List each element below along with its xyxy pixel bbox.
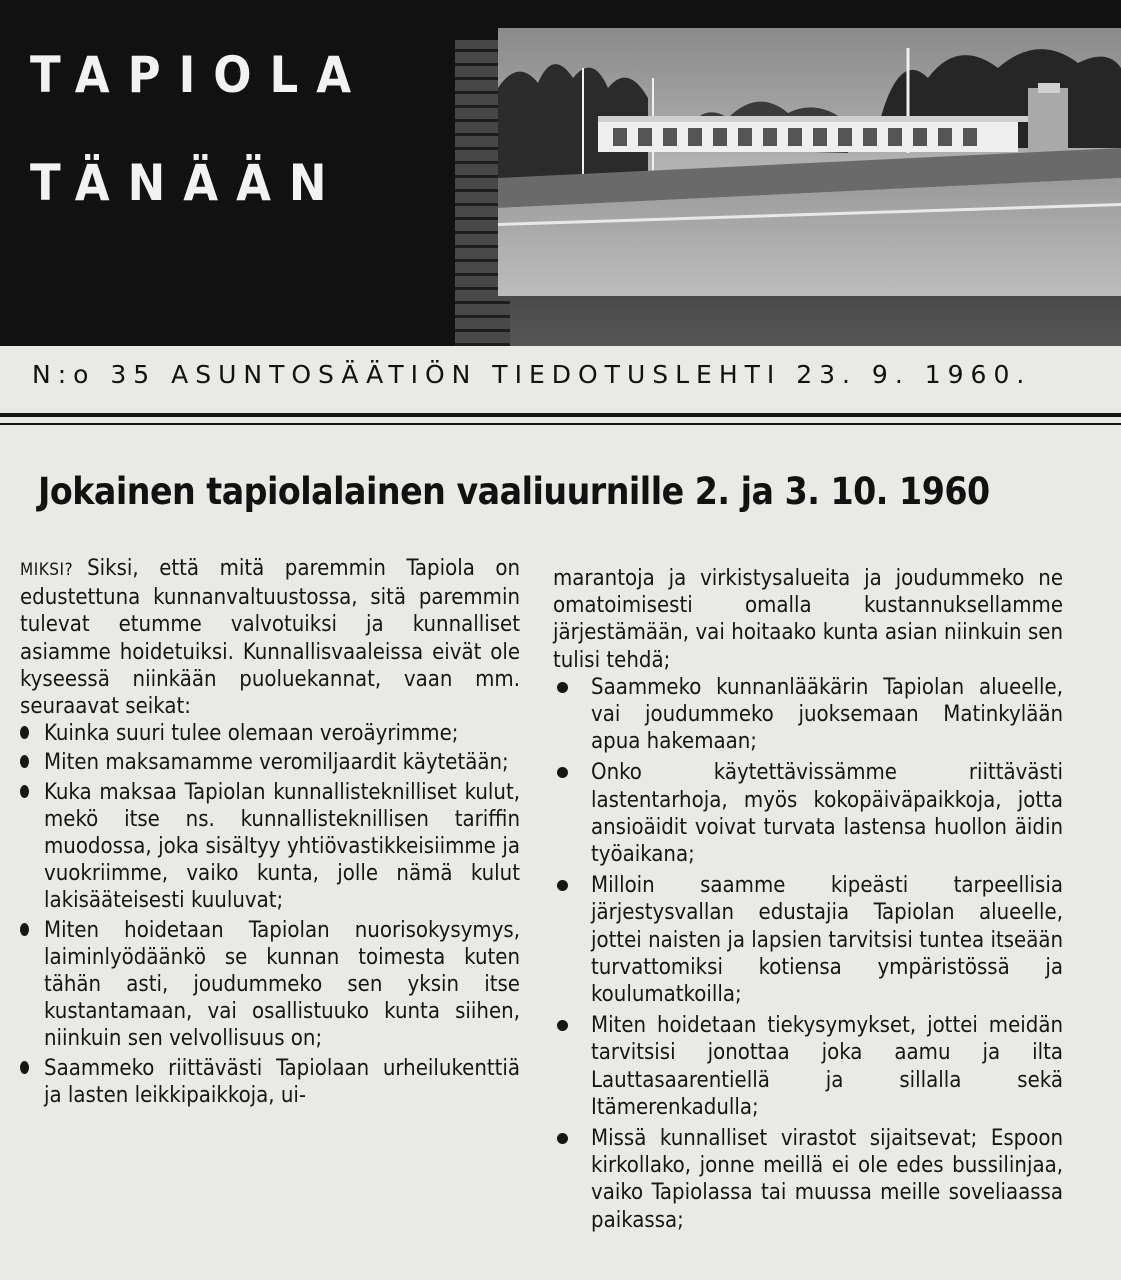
issue-line: N:o 35 ASUNTOSÄÄTIÖN TIEDOTUSLEHTI 23. 9. 1960. [32, 360, 1032, 389]
lead-label: MIKSI? [20, 560, 74, 580]
bullet-icon [20, 923, 29, 936]
bullet-icon [557, 767, 568, 778]
list-item-text: Kuka maksaa Tapiolan kunnallisteknilliset kulut, mekö itse ns. kunnallisteknillisen tariffin muodossa, joka sisältyy yhtiövastikkeisiimme ja vuokriimme, vaiko kunta, jolle nämä kulut lakisääteisesti kuuluvat; [44, 779, 520, 914]
list-item-text: Miten hoidetaan Tapiolan nuorisokysymys, laiminlyödäänkö se kunnan toimesta kuten tähän asti, joudummeko sen yksin itse kustantamaan, vai osallistuuko kunta siihen, niinkuin sen velvollisuus on; [44, 917, 520, 1052]
masthead [0, 0, 1121, 346]
list-item-text: Onko käytettävissämme riittävästi lastentarhoja, myös kokopäiväpaikkoja, jotta ansioäidit voivat turvata lastensa huollon äidin työaikana; [591, 760, 1063, 868]
masthead-title-line1: TAPIOLA [30, 46, 370, 104]
continuation-text: marantoja ja virkistysalueita ja joudummeko ne omatoimisesti omalla kustannuksellamme järjestämään, vai hoitaako kunta asian niinkuin sen tulisi tehdä; [553, 566, 1063, 673]
right-column [553, 565, 1063, 1238]
list-item [553, 759, 1063, 868]
list-item-text: Missä kunnalliset virastot sijaitsevat; Espoon kirkollako, jonne meillä ei ole edes bussilinjaa, vaiko Tapiolassa tai muussa meille soveliaassa paikassa; [591, 1126, 1063, 1233]
headline: Jokainen tapiolalainen vaaliuurnille 2. ja 3. 10. 1960 [38, 470, 990, 513]
bullet-icon [557, 1020, 568, 1031]
list-item-text: Kuinka suuri tulee olemaan veroäyrimme; [44, 721, 459, 747]
list-item [20, 1055, 520, 1109]
list-item-text: Saammeko riittävästi Tapiolaan urheilukenttiä ja lasten leikkipaikkoja, ui- [44, 1055, 520, 1108]
list-item [20, 749, 520, 776]
list-item [20, 917, 520, 1053]
divider-rule-thin [0, 423, 1121, 425]
divider-rule [0, 413, 1121, 417]
list-item [553, 872, 1063, 1008]
bullet-icon [20, 755, 29, 768]
bullet-icon [20, 726, 29, 739]
list-item-text: Milloin saamme kipeästi tarpeellisia järjestysvallan edustajia Tapiolan alueelle, jottei naisten ja lapsien tarvitsisi tuntea itseään turvattomiksi kotiensa ympäristössä ja koulumatkoilla; [591, 873, 1063, 1008]
intro-text: Siksi, että mitä paremmin Tapiola on edustettuna kunnanvaltuustossa, sitä paremmin tulevat etumme valvotuiksi ja kunnalliset asiamme hoidetuiksi. Kunnallisvaaleissa eivät ole kyseessä niinkään puoluekannat, vaan mm. seuraavat seikat: [20, 556, 520, 720]
list-item [553, 674, 1063, 756]
masthead-title-line2: TÄNÄÄN [30, 154, 345, 212]
list-item-text: Miten hoidetaan tiekysymykset, jottei meidän tarvitsisi jonottaa joka aamu ja ilta Lauttasaarentiellä ja sillalla sekä Itämerenkadulla; [591, 1013, 1063, 1120]
list-item [20, 720, 520, 747]
bullet-icon [557, 880, 568, 891]
list-item [553, 1012, 1063, 1121]
bullet-icon [20, 1061, 29, 1074]
intro-paragraph [20, 555, 520, 720]
bullet-icon [557, 682, 568, 693]
list-item-text: Saammeko kunnanlääkärin Tapiolan alueelle, vai joudummeko juoksemaan Matinkylään apua hakemaan; [591, 674, 1063, 755]
list-item [20, 779, 520, 915]
bullet-icon [557, 1133, 568, 1144]
list-item-text: Miten maksamamme veromiljaardit käytetään; [44, 750, 509, 776]
bullet-icon [20, 785, 29, 798]
building-photo [498, 28, 1121, 296]
left-column [20, 555, 520, 1111]
list-item [553, 1125, 1063, 1234]
